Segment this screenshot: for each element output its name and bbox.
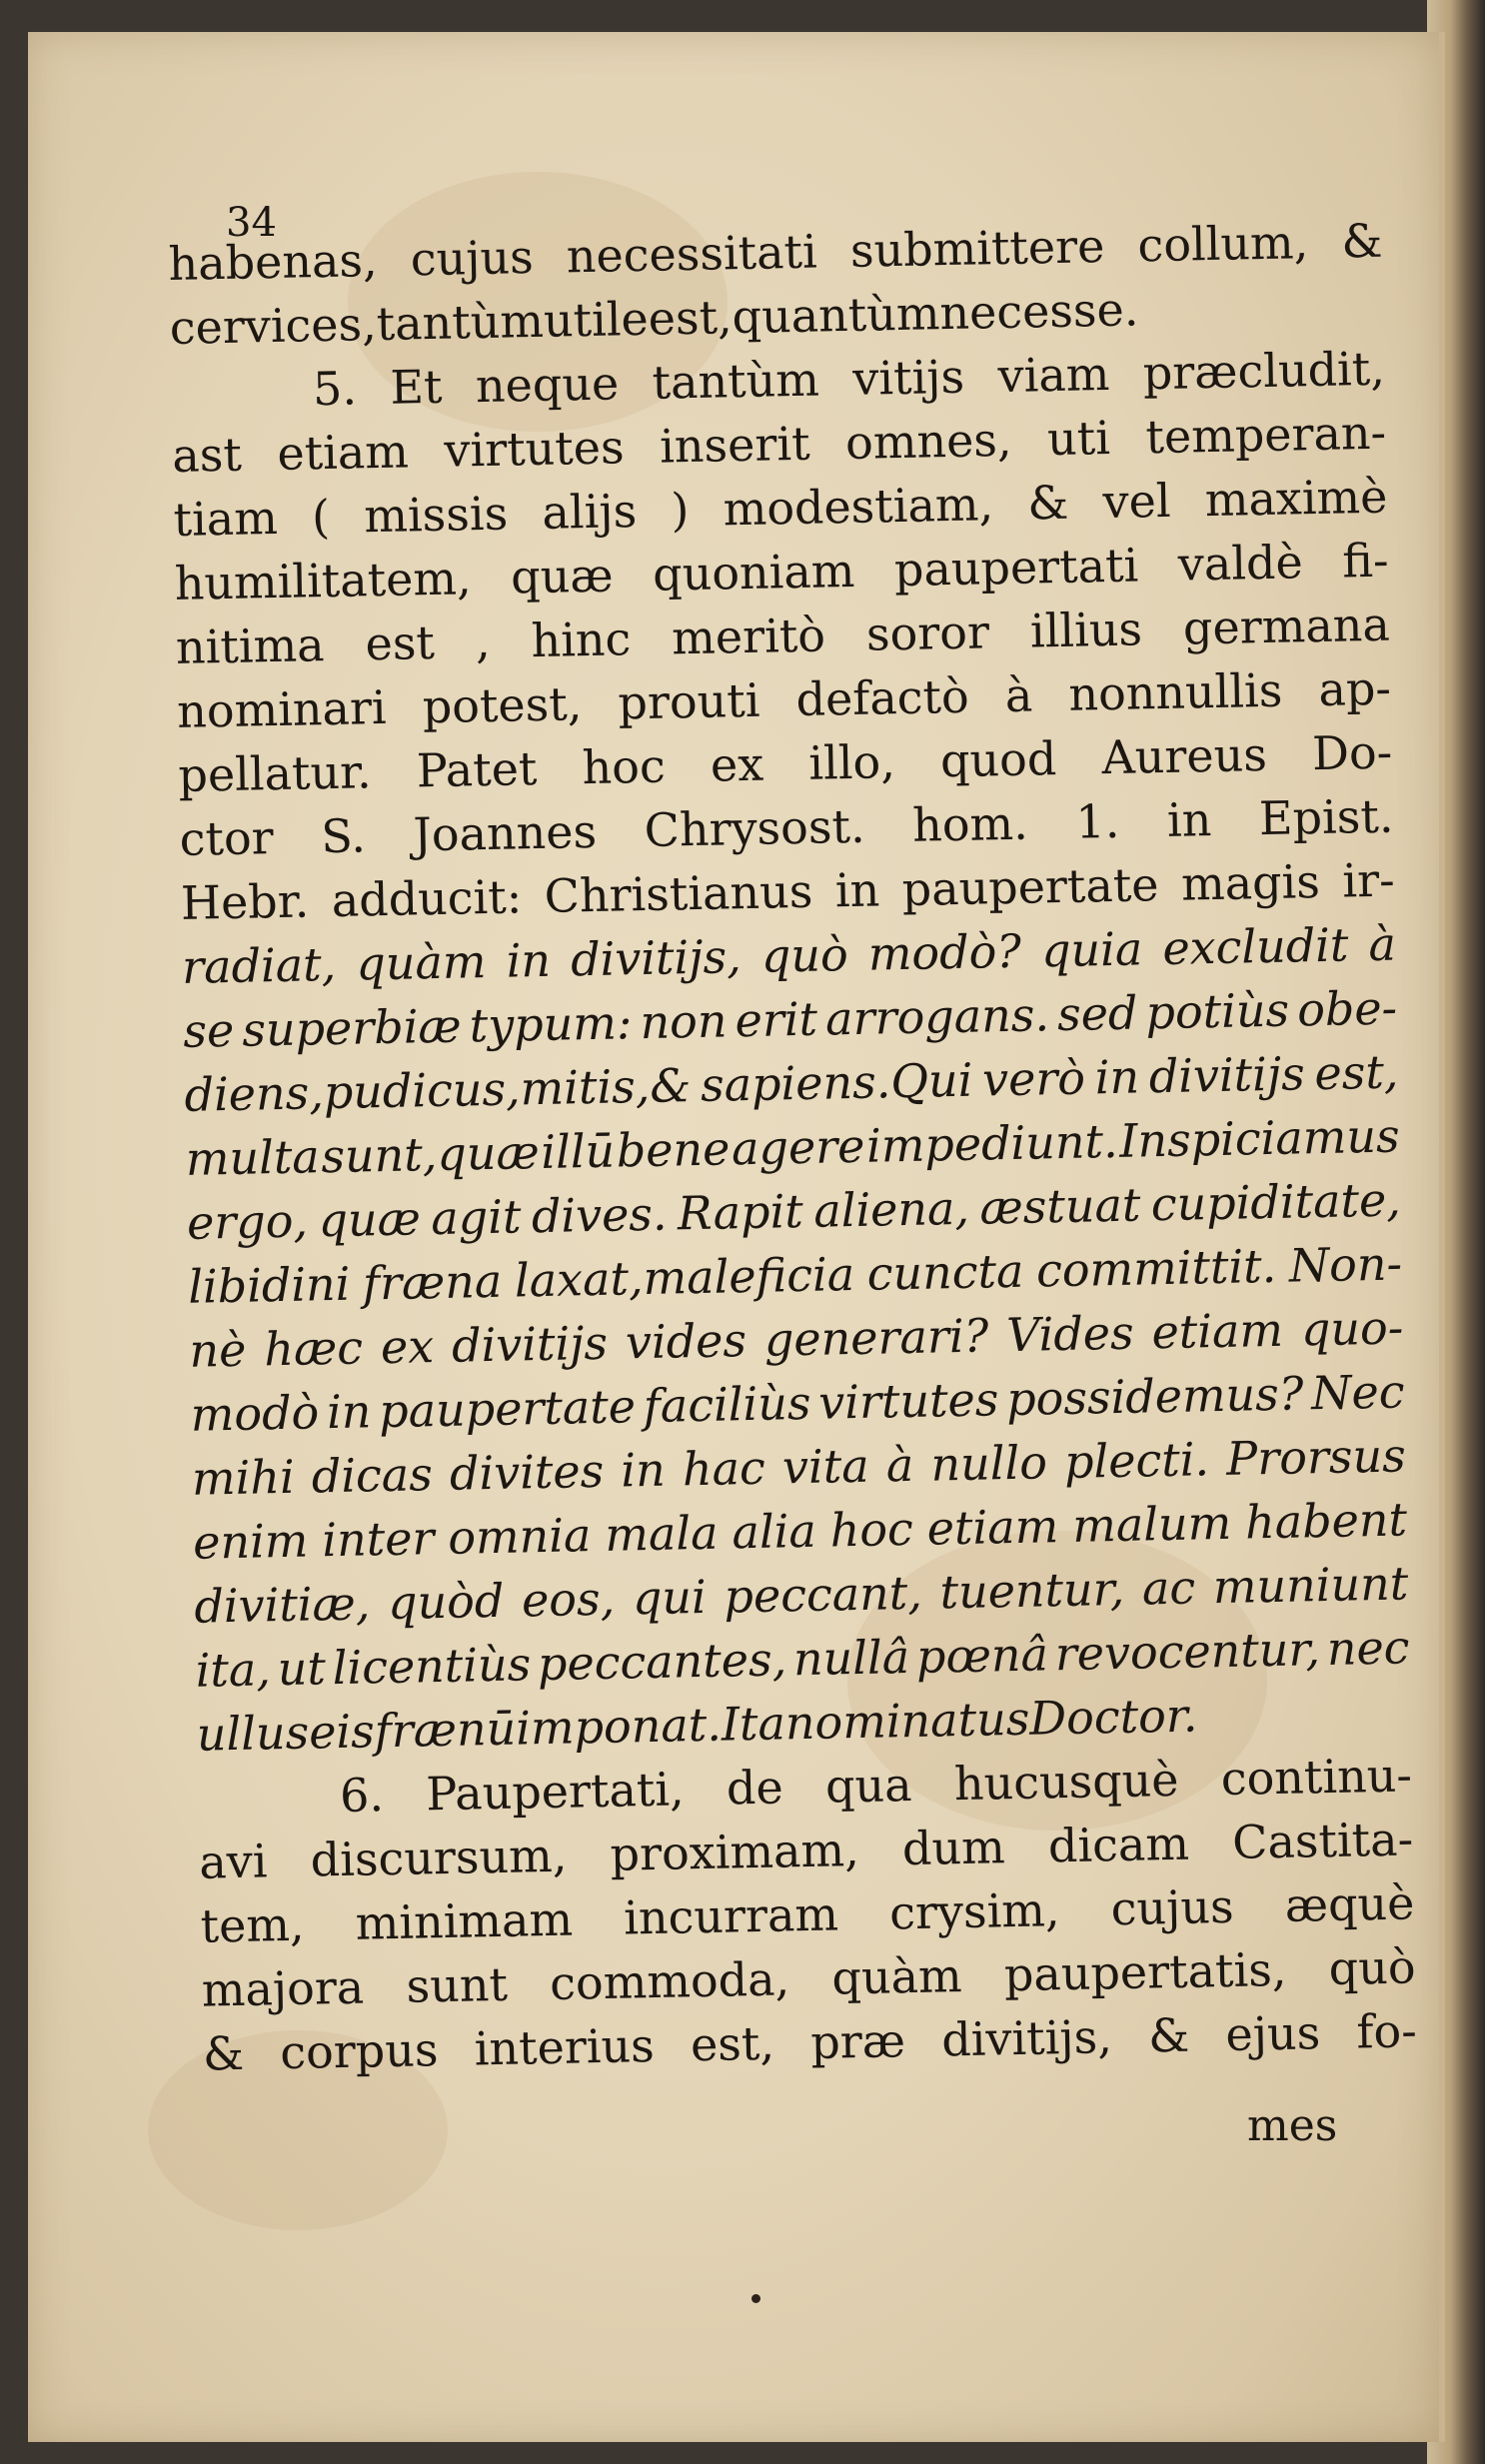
word: in [326, 1384, 372, 1440]
word: ctor [179, 810, 275, 866]
word: Rapit [677, 1183, 804, 1241]
word: Do- [1311, 724, 1393, 781]
word: cujus [1110, 1878, 1235, 1936]
word: à [1367, 916, 1397, 972]
word: necessitati [566, 224, 818, 284]
word: ergo, [186, 1193, 309, 1250]
word: & [202, 2025, 245, 2081]
word: eos, [521, 1571, 616, 1628]
word: divitijs [451, 1315, 609, 1373]
word: fræna [362, 1253, 503, 1311]
word: commoda, [549, 1951, 790, 2010]
body-text [168, 209, 1417, 2086]
word: enim [192, 1513, 309, 1570]
word: necesse. [938, 282, 1139, 341]
word: typum: [469, 995, 633, 1053]
word: alijs [541, 484, 638, 540]
word: possidemus? [1005, 1366, 1304, 1427]
word: inter [321, 1511, 435, 1568]
word: diens,pudicus,mitis,& [184, 1058, 692, 1122]
word: virtutes [443, 420, 626, 478]
word: divitijs, [940, 2009, 1113, 2067]
word: revocentur, [1054, 1622, 1321, 1682]
word: soror [865, 605, 990, 661]
word: à [885, 1437, 914, 1493]
word: etiam [276, 424, 410, 481]
word: quæ [510, 548, 615, 605]
word: S. [320, 808, 367, 864]
word: divitijs [1148, 1046, 1306, 1104]
word: modò? [867, 923, 1022, 981]
word: neque [475, 356, 620, 414]
word: missis [363, 486, 509, 544]
word: agit [430, 1189, 522, 1246]
word: ast [171, 427, 243, 483]
word: omnes, [844, 412, 1012, 471]
word: qua [824, 1757, 913, 1814]
word: fi- [1341, 533, 1390, 589]
word: laxat,maleficia [514, 1247, 855, 1308]
word: Vides [1005, 1305, 1135, 1363]
word: vitijs [851, 349, 965, 406]
word: submittere [849, 219, 1105, 278]
word: & [1147, 2007, 1190, 2063]
word: quo- [1300, 1300, 1404, 1357]
word: quod [939, 731, 1057, 788]
word: tiam [173, 490, 279, 547]
word: ir- [1341, 852, 1396, 908]
word: etiam [926, 1499, 1059, 1556]
word: sunt [406, 1956, 509, 2013]
word: de [726, 1760, 784, 1816]
word: divites [449, 1443, 605, 1501]
word: minimam [355, 1891, 574, 1950]
word: 5. [312, 361, 358, 417]
word: quæ [318, 1191, 422, 1248]
word: arrogans. [824, 987, 1050, 1046]
word: nominatus [784, 1691, 1030, 1751]
word: nec [1326, 1620, 1410, 1676]
word: & [1026, 475, 1069, 531]
word: se [182, 1002, 235, 1058]
word: ( [311, 489, 331, 545]
word: illo, [807, 734, 896, 790]
word: quia [1040, 921, 1143, 978]
word: omnia [447, 1508, 592, 1565]
word: quantùm [732, 286, 940, 345]
word: præcludit, [1142, 341, 1386, 401]
word: excludit [1161, 917, 1349, 976]
word: utile [543, 291, 650, 348]
word: viam [997, 346, 1110, 404]
word: hac [682, 1440, 766, 1497]
word: Paupertati, [425, 1762, 686, 1822]
word: & [1340, 213, 1383, 269]
word: cuncta [866, 1243, 1024, 1301]
word: quò [1328, 1939, 1417, 1996]
word: Ita [721, 1696, 786, 1752]
word: in [1166, 792, 1212, 847]
word: illius [1029, 602, 1143, 658]
word: crysim, [888, 1882, 1060, 1940]
word: in [506, 932, 552, 988]
word: mihi [191, 1449, 296, 1506]
word: sunt,quæ [320, 1125, 541, 1184]
page-number: 34 [226, 200, 277, 246]
word: qui [632, 1569, 708, 1626]
word: habenas, [168, 232, 379, 291]
word: peccant, [723, 1565, 923, 1624]
word: temperan- [1144, 405, 1387, 465]
word: incurram [623, 1886, 839, 1945]
word: æstuat [978, 1177, 1141, 1235]
word: æquè [1284, 1875, 1415, 1932]
word: est [365, 615, 436, 671]
word: est, [1313, 1044, 1399, 1101]
word: tantùm [376, 293, 545, 352]
word: muniunt [1212, 1556, 1409, 1615]
word: dives. [531, 1186, 669, 1244]
word: dicam [1047, 1816, 1190, 1873]
word: valdè [1177, 535, 1304, 592]
word: Aureus [1100, 726, 1268, 785]
word: 6. [339, 1768, 385, 1823]
word: Epist. [1258, 788, 1394, 846]
word: Prorsus [1225, 1428, 1407, 1486]
word: est, [648, 290, 734, 346]
word: 1. [1074, 793, 1120, 849]
ink-dot [751, 2294, 760, 2303]
word: malum [1071, 1495, 1232, 1553]
word: meritò [671, 608, 826, 665]
word: modestiam, [723, 477, 994, 537]
word: ap- [1317, 660, 1392, 716]
word: fo- [1355, 2003, 1418, 2059]
word: nullo [929, 1435, 1048, 1492]
word: in [834, 862, 880, 918]
word: humilitatem, [174, 551, 473, 611]
word: mala [604, 1505, 720, 1562]
word: nitima [175, 617, 326, 674]
word: nullâ [792, 1630, 910, 1687]
word: peccantes, [537, 1632, 787, 1692]
word: ac [1141, 1560, 1196, 1616]
word: paupertatis, [1003, 1941, 1287, 2002]
word: adducit: [331, 869, 523, 927]
word: superbiæ [241, 998, 463, 1057]
word: Nec [1310, 1364, 1405, 1421]
word: in [620, 1442, 667, 1498]
catchword: mes [1247, 2100, 1338, 2151]
word: Hebr. [180, 873, 310, 930]
word: tuentur, [939, 1561, 1125, 1620]
word: divitijs, [570, 929, 742, 987]
word: quàm [830, 1948, 963, 2005]
word: agere [731, 1118, 865, 1176]
word: discursum, [310, 1828, 568, 1887]
word: plecti. [1063, 1432, 1210, 1490]
word: ejus [1224, 2005, 1321, 2062]
word: libidini [187, 1256, 351, 1314]
word: proximam, [610, 1823, 860, 1881]
word: ita, [195, 1642, 272, 1698]
word: divitiæ, [193, 1576, 371, 1634]
word: defactò [795, 668, 970, 727]
word: præ [809, 2013, 906, 2069]
word: licentiùs [332, 1637, 532, 1696]
word: cervices, [169, 297, 378, 355]
word: hom. [911, 795, 1029, 852]
word: dicas [311, 1447, 434, 1504]
word: generari? [763, 1308, 989, 1367]
word: potiùs [1144, 982, 1290, 1040]
word: nonnullis [1067, 662, 1283, 721]
word: Et [389, 359, 444, 415]
word: Patet [416, 741, 538, 798]
word: tem, [200, 1896, 306, 1953]
word: magis [1180, 853, 1321, 911]
word: etiam [1150, 1302, 1284, 1360]
word: vita [781, 1438, 870, 1495]
word: imponat. [515, 1697, 723, 1756]
word: Christianus [544, 863, 813, 923]
word: inserit [659, 416, 811, 474]
word: , [475, 614, 492, 669]
word: ut [277, 1641, 327, 1697]
word: Castita- [1231, 1812, 1414, 1869]
word: sapiens.Qui [700, 1052, 973, 1112]
word: quòd [387, 1573, 505, 1631]
word: majora [201, 1959, 365, 2017]
word: collum, [1136, 215, 1309, 273]
word: pellatur. [177, 744, 373, 802]
word: quò [760, 927, 849, 983]
word: tantùm [652, 352, 820, 410]
word: multa [185, 1129, 321, 1186]
word: est, [690, 2015, 775, 2072]
word: hoc [829, 1501, 914, 1558]
word: virtutes [817, 1372, 999, 1430]
word: Inspiciamus [1118, 1108, 1401, 1168]
word: Doctor. [1028, 1688, 1198, 1746]
word: bene [616, 1121, 731, 1178]
word: faciliùs [643, 1375, 811, 1434]
word: alia [731, 1503, 817, 1560]
word: quàm [355, 934, 487, 991]
word: continu- [1220, 1748, 1413, 1807]
word: non [639, 993, 728, 1050]
word: fræn [374, 1702, 488, 1759]
word: nè [188, 1322, 247, 1378]
word: ex [710, 736, 764, 792]
word: hæc [263, 1320, 364, 1377]
word: vides [625, 1313, 747, 1370]
word: radiat, [181, 936, 337, 994]
word: impediunt. [865, 1113, 1119, 1173]
word: hoc [582, 738, 667, 795]
word: potest, [422, 676, 583, 734]
word: in [1094, 1049, 1140, 1105]
word: sed [1056, 985, 1138, 1042]
word: ex [380, 1319, 435, 1375]
word: hucusquè [953, 1752, 1179, 1812]
word: illū [540, 1123, 616, 1179]
word: pœnâ [915, 1627, 1049, 1684]
word: avi [198, 1834, 268, 1889]
word: habent [1244, 1492, 1408, 1550]
word: cupiditate, [1150, 1172, 1402, 1232]
word: cujus [410, 229, 535, 287]
word: Chrysost. [644, 798, 866, 857]
word: Joannes [412, 803, 598, 862]
word: uti [1046, 410, 1111, 467]
word: paupertate [901, 857, 1159, 917]
word: prouti [617, 672, 760, 730]
word: ū [486, 1701, 517, 1757]
word: nominari [176, 679, 388, 738]
word: ) [670, 483, 690, 538]
word: interius [474, 2017, 656, 2076]
word: aliena, [812, 1180, 970, 1238]
word: maximè [1204, 469, 1388, 528]
word: Non- [1288, 1236, 1403, 1293]
word: erit [735, 991, 818, 1048]
word: paupertati [893, 538, 1139, 598]
word: dum [901, 1820, 1006, 1876]
word: obe- [1296, 980, 1398, 1037]
word: paupertate [378, 1379, 637, 1439]
word: modò [190, 1385, 320, 1442]
word: vel [1102, 473, 1172, 530]
word: quoniam [652, 543, 855, 602]
word: à [1004, 667, 1033, 722]
word: ullus [196, 1705, 310, 1762]
word: committit. [1035, 1238, 1277, 1298]
word: corpus [279, 2022, 439, 2080]
word: eis [308, 1704, 376, 1760]
word: germana [1182, 597, 1391, 655]
word: verò [981, 1050, 1086, 1107]
word: hinc [530, 612, 632, 668]
